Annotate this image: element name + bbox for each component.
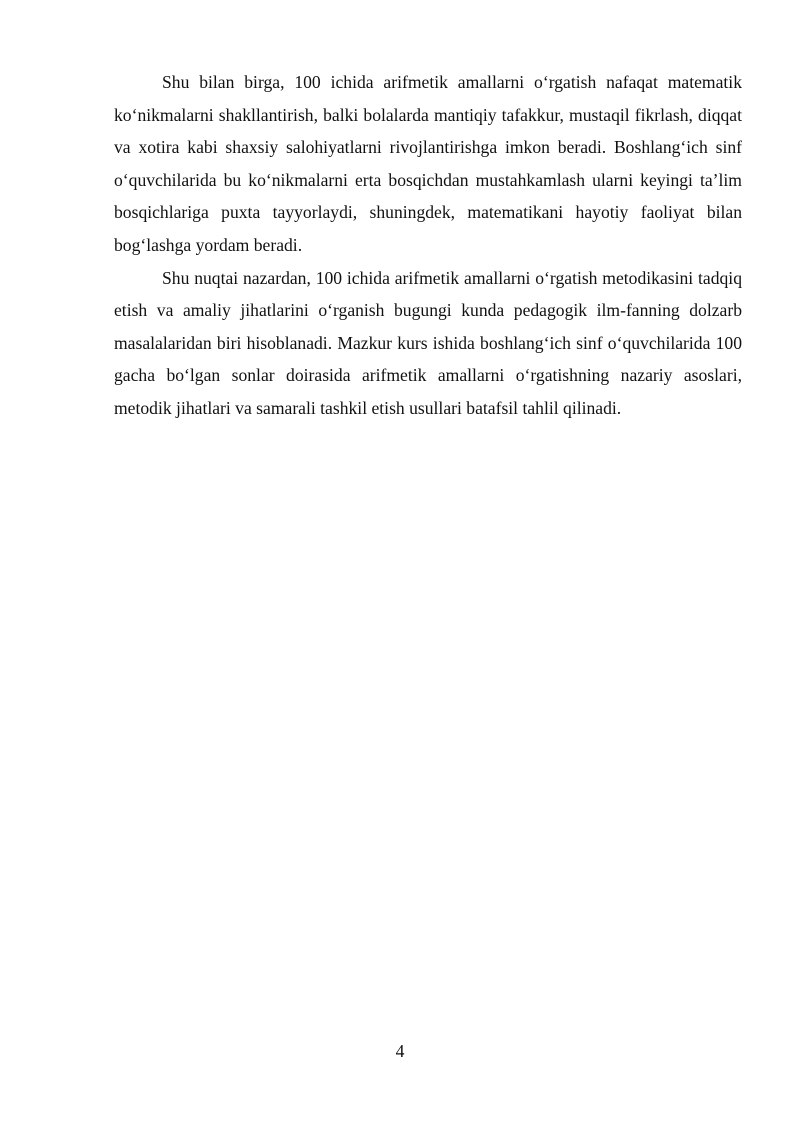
paragraph-1: Shu bilan birga, 100 ichida arifmetik amallarni o‘rgatish nafaqat matematik ko‘nikmalarni shakllantirish, balki bolalarda mantiqiy tafakkur, mustaqil fikrlash, diqqat va xotira kabi shaxsiy salohiyatlarni rivojlantirishga imkon beradi. Boshlang‘ich sinf o‘quvchilarida bu ko‘nikmalarni erta bosqichdan mustahkamlash ularni keyingi ta’lim bosqichlariga puxta tayyorlaydi, shuningdek, matematikani hayotiy faoliyat bilan bog‘lashga yordam beradi. bbox=[114, 72, 742, 255]
page-number: 4 bbox=[395, 1041, 405, 1061]
paragraph-2: Shu nuqtai nazardan, 100 ichida arifmetik amallarni o‘rgatish metodikasini tadqiq etish va amaliy jihatlarini o‘rganish bugungi kunda pedagogik ilm-fanning dolzarb masalalaridan biri hisoblanadi. Mazkur kurs ishida boshlang‘ich sinf o‘quvchilarida 100 gacha bo‘lgan sonlar doirasida arifmetik amallarni o‘rgatishning nazariy asoslari, metodik jihatlari va samarali tashkil etish usullari batafsil tahlil qilinadi. bbox=[114, 267, 742, 418]
page-body bbox=[114, 66, 742, 425]
